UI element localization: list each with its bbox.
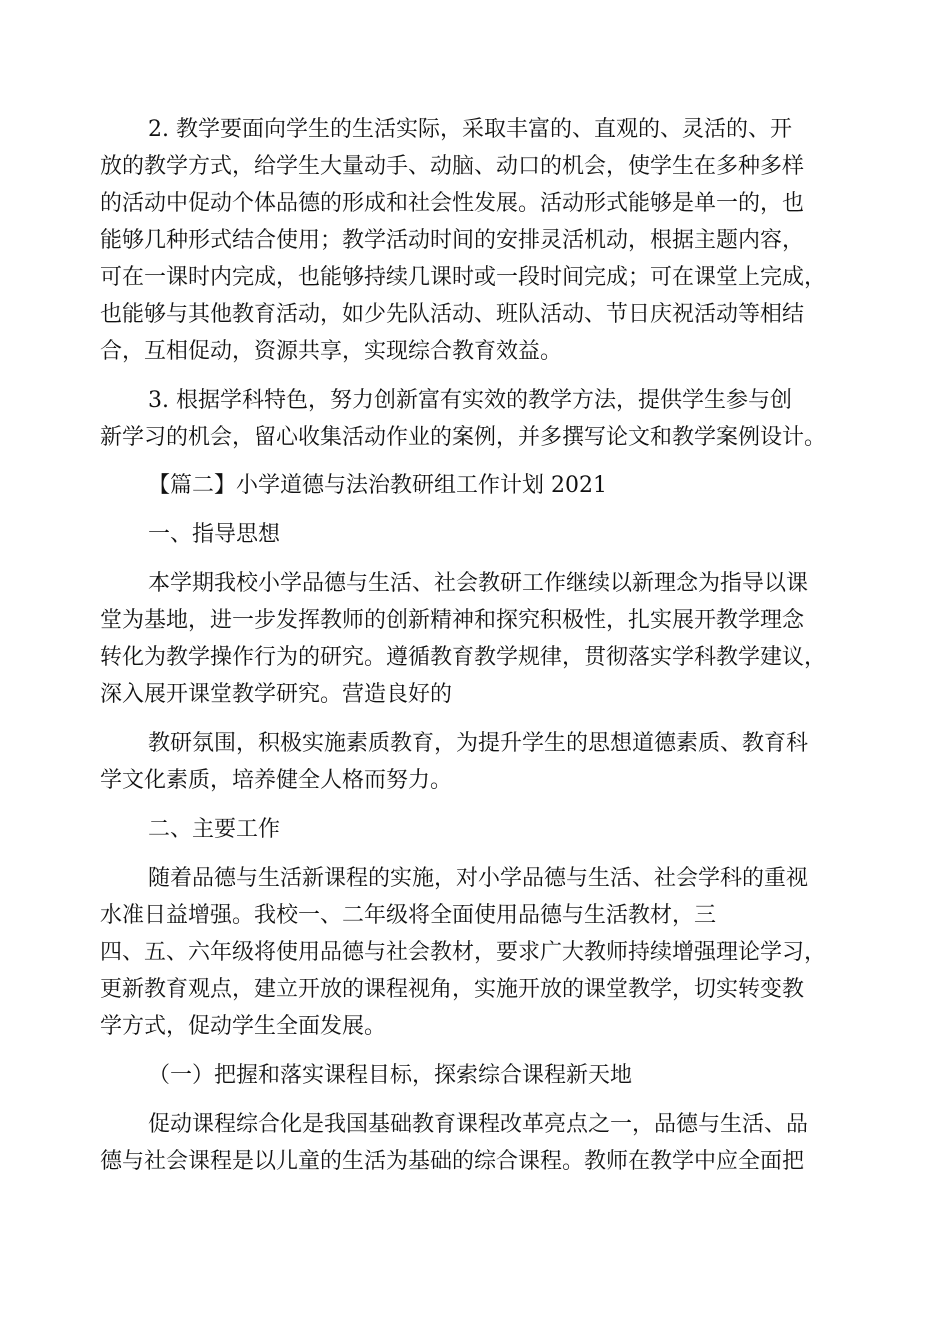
text-line: 也能够与其他教育活动，如少先队活动、班队活动、节日庆祝活动等相结 [100,302,805,327]
section-heading: 一、指导思想 [148,522,281,547]
section-title: 【篇二】小学道德与法治教研组工作计划 2021 [148,473,607,498]
text-line: 水准日益增强。我校一、二年级将全面使用品德与生活教材，三 [100,903,717,928]
text-line: 转化为教学操作行为的研究。遵循教育教学规律，贯彻落实学科教学建议， [100,645,827,670]
text-line: 放的教学方式，给学生大量动手、动脑、动口的机会，使学生在多种多样 [100,154,805,179]
text-line: 促动课程综合化是我国基础教育课程改革亮点之一，品德与生活、品 [148,1112,809,1137]
text-line: 合，互相促动，资源共享，实现综合教育效益。 [100,339,563,364]
section-heading: 二、主要工作 [148,817,281,842]
text-line: 本学期我校小学品德与生活、社会教研工作继续以新理念为指导以课 [148,571,809,596]
text-line: 德与社会课程是以儿童的生活为基础的综合课程。教师在教学中应全面把 [100,1149,805,1174]
subsection-heading: （一）把握和落实课程目标，探索综合课程新天地 [148,1063,633,1088]
text-line: 3. 根据学科特色，努力创新富有实效的教学方法，提供学生参与创 [148,388,792,413]
text-line: 随着品德与生活新课程的实施，对小学品德与生活、社会学科的重视 [148,866,809,891]
text-line: 更新教育观点，建立开放的课程视角，实施开放的课堂教学，切实转变教 [100,977,805,1002]
text-line: 能够几种形式结合使用；教学活动时间的安排灵活机动，根据主题内容， [100,228,805,253]
text-line: 学方式，促动学生全面发展。 [100,1014,387,1039]
text-line: 学文化素质，培养健全人格而努力。 [100,768,453,793]
text-line: 可在一课时内完成，也能够持续几课时或一段时间完成；可在课堂上完成， [100,265,827,290]
text-line: 堂为基地，进一步发挥教师的创新精神和探究积极性，扎实展开教学理念 [100,608,805,633]
text-line: 深入展开课堂教学研究。营造良好的 [100,682,453,707]
text-line: 四、五、六年级将使用品德与社会教材，要求广大教师持续增强理论学习， [100,940,827,965]
text-line: 2. 教学要面向学生的生活实际，采取丰富的、直观的、灵活的、开 [148,117,792,142]
text-line: 教研氛围，积极实施素质教育，为提升学生的思想道德素质、教育科 [148,731,809,756]
text-line: 新学习的机会，留心收集活动作业的案例，并多撰写论文和教学案例设计。 [100,425,827,450]
text-line: 的活动中促动个体品德的形成和社会性发展。活动形式能够是单一的，也 [100,191,805,216]
